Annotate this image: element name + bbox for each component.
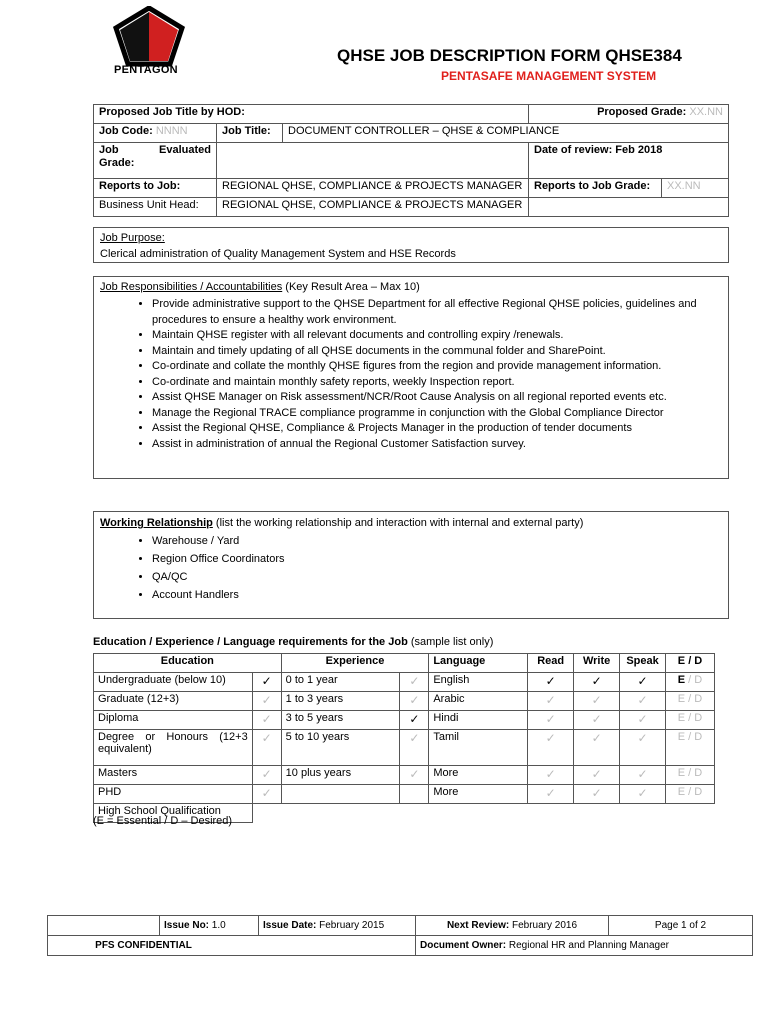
job-evaluated-label-2: Evaluated: [159, 144, 211, 156]
experience-cell: 10 plus years: [281, 766, 400, 785]
ed-cell[interactable]: [666, 730, 715, 766]
list-item: • Assist QHSE Manager on Risk assessment/NCR/Root Cause Analysis on all regional reported events etc.: [152, 390, 722, 406]
speak-checkbox[interactable]: [620, 673, 666, 692]
empty-cell: [620, 804, 666, 823]
experience-cell: 3 to 5 years: [281, 711, 400, 730]
speak-checkbox[interactable]: [620, 711, 666, 730]
issue-no-label: Issue No:: [164, 920, 210, 931]
education-checkbox[interactable]: [252, 730, 281, 766]
requirements-heading-label: Education / Experience / Language requirements for the Job: [93, 636, 408, 648]
list-item: • Warehouse / Yard: [152, 532, 722, 550]
header-write: Write: [574, 654, 620, 673]
issue-no-value: 1.0: [209, 920, 226, 931]
empty-cell: [252, 804, 281, 823]
responsibilities-note: (Key Result Area – Max 10): [282, 281, 420, 293]
ed-d: D: [694, 693, 703, 705]
empty-cell: [529, 198, 729, 217]
job-purpose-label: Job Purpose:: [100, 232, 165, 244]
language-cell: More: [429, 766, 528, 785]
check-icon: ✓: [545, 786, 556, 800]
empty-cell: [281, 804, 400, 823]
job-evaluated-value: [217, 143, 529, 179]
education-checkbox[interactable]: [252, 766, 281, 785]
check-icon: ✓: [637, 767, 648, 781]
read-checkbox[interactable]: [528, 730, 574, 766]
language-cell: English: [429, 673, 528, 692]
table-row: [94, 198, 729, 217]
pentagon-logo-icon: [112, 6, 186, 68]
proposed-grade-cell: [529, 105, 729, 124]
ed-slash: /: [685, 767, 695, 779]
job-code-value: NNNN: [155, 125, 188, 137]
experience-checkbox[interactable]: [400, 673, 429, 692]
ed-d: D: [694, 731, 703, 743]
owner-value: Regional HR and Planning Manager: [506, 940, 670, 951]
reports-grade-label: Reports to Job Grade:: [529, 179, 662, 198]
working-relationship-note: (list the working relationship and interaction with internal and external party): [212, 517, 584, 529]
list-item: • Assist in administration of annual the Regional Customer Satisfaction survey.: [152, 437, 722, 453]
list-item: • Maintain QHSE register with all relevant documents and controlling expiry /renewals.: [152, 328, 722, 344]
issue-date-label: Issue Date:: [263, 920, 317, 931]
write-checkbox[interactable]: [574, 673, 620, 692]
header-education: Education: [94, 654, 282, 673]
check-icon: ✓: [409, 712, 420, 726]
check-icon: ✓: [409, 674, 420, 688]
reports-to-label: Reports to Job:: [94, 179, 217, 198]
check-icon: ✓: [591, 786, 602, 800]
next-review-cell: [416, 916, 609, 936]
job-code-label: Job Code:: [99, 125, 153, 137]
read-checkbox[interactable]: [528, 711, 574, 730]
job-title-value: DOCUMENT CONTROLLER – QHSE & COMPLIANCE: [283, 124, 729, 143]
table-row: [94, 766, 715, 785]
education-checkbox[interactable]: [252, 785, 281, 804]
experience-cell: 0 to 1 year: [281, 673, 400, 692]
header-ed: E / D: [666, 654, 715, 673]
speak-checkbox[interactable]: [620, 785, 666, 804]
bu-head-label: Business Unit Head:: [94, 198, 217, 217]
ed-d: D: [694, 767, 703, 779]
check-icon: ✓: [637, 712, 648, 726]
table-row: [94, 711, 715, 730]
check-icon: ✓: [637, 731, 648, 745]
responsibilities-box: [93, 276, 729, 479]
check-icon: ✓: [591, 712, 602, 726]
job-evaluated-label-1: Job: [99, 144, 119, 156]
check-icon: ✓: [545, 693, 556, 707]
list-item: • Manage the Regional TRACE compliance programme in conjunction with the Global Compliance Director: [152, 406, 722, 422]
table-row: [94, 654, 715, 673]
table-row: [48, 936, 753, 956]
read-checkbox[interactable]: [528, 692, 574, 711]
working-relationship-label: Working Relationship: [100, 517, 213, 529]
list-item: • Region Office Coordinators: [152, 550, 722, 568]
speak-checkbox[interactable]: [620, 730, 666, 766]
education-cell: Masters: [94, 766, 253, 785]
check-icon: ✓: [637, 693, 648, 707]
issue-no-cell: [160, 916, 259, 936]
next-review-value: February 2016: [509, 920, 578, 931]
owner-label: Document Owner:: [420, 940, 507, 951]
ed-d: D: [694, 786, 703, 798]
ed-cell[interactable]: [666, 766, 715, 785]
check-icon: ✓: [545, 712, 556, 726]
check-icon: ✓: [409, 731, 420, 745]
ed-e: E: [677, 786, 686, 798]
header-experience: Experience: [281, 654, 429, 673]
ed-d: D: [694, 712, 703, 724]
ed-slash: /: [685, 712, 695, 724]
speak-checkbox[interactable]: [620, 692, 666, 711]
ed-e: E: [677, 674, 686, 686]
ed-slash: /: [685, 693, 695, 705]
list-item: • Co-ordinate and collate the monthly QHSE figures from the region and provide management information.: [152, 359, 722, 375]
education-cell: High School Qualification: [94, 804, 253, 823]
list-item: • Account Handlers: [152, 586, 722, 604]
table-row: [48, 916, 753, 936]
table-row: [94, 124, 729, 143]
language-cell: Hindi: [429, 711, 528, 730]
list-item: • Maintain and timely updating of all QHSE documents in the communal folder and SharePoint.: [152, 344, 722, 360]
company-logo: [112, 6, 186, 68]
check-icon: ✓: [409, 767, 420, 781]
table-row: [94, 692, 715, 711]
list-item: • QA/QC: [152, 568, 722, 586]
experience-cell: [281, 785, 400, 804]
education-cell: [94, 730, 253, 766]
check-icon: ✓: [409, 693, 420, 707]
table-row: [94, 730, 715, 766]
education-cell: Undergraduate (below 10): [94, 673, 253, 692]
bu-head-value: REGIONAL QHSE, COMPLIANCE & PROJECTS MANAGER: [217, 198, 529, 217]
check-icon: ✓: [261, 767, 272, 781]
experience-checkbox[interactable]: [400, 766, 429, 785]
experience-checkbox[interactable]: [400, 730, 429, 766]
responsibilities-label: Job Responsibilities / Accountabilities: [100, 281, 283, 293]
header-speak: Speak: [620, 654, 666, 673]
language-cell: Arabic: [429, 692, 528, 711]
reports-grade-value: XX.NN: [662, 179, 729, 198]
responsibilities-heading: [100, 279, 722, 295]
ed-slash: /: [685, 731, 695, 743]
job-code-cell: [94, 124, 217, 143]
issue-date-cell: [259, 916, 416, 936]
experience-checkbox[interactable]: [400, 785, 429, 804]
logo-name: PENTAGON: [114, 64, 178, 76]
education-checkbox[interactable]: [252, 692, 281, 711]
language-cell: More: [429, 785, 528, 804]
ed-e: E: [677, 712, 686, 724]
check-icon: ✓: [261, 731, 272, 745]
write-checkbox[interactable]: [574, 692, 620, 711]
job-title-label: Job Title:: [217, 124, 283, 143]
owner-cell: [416, 936, 753, 956]
check-icon: ✓: [261, 693, 272, 707]
check-icon: ✓: [637, 674, 648, 688]
experience-cell: 1 to 3 years: [281, 692, 400, 711]
language-cell: Tamil: [429, 730, 528, 766]
table-row: [94, 673, 715, 692]
ed-e: E: [677, 767, 686, 779]
experience-checkbox[interactable]: [400, 711, 429, 730]
empty-cell: [666, 804, 715, 823]
issue-date-value: February 2015: [316, 920, 385, 931]
table-row: [94, 179, 729, 198]
job-purpose-text: Clerical administration of Quality Management System and HSE Records: [100, 248, 456, 260]
job-evaluated-label-3: Grade:: [99, 157, 135, 169]
responsibilities-list: [100, 297, 722, 452]
ed-cell[interactable]: [666, 673, 715, 692]
job-evaluated-cell: [94, 143, 217, 179]
empty-cell: [429, 804, 528, 823]
read-checkbox[interactable]: [528, 785, 574, 804]
empty-cell: [48, 916, 160, 936]
next-review-label: Next Review:: [446, 920, 510, 931]
ed-slash: /: [685, 786, 695, 798]
education-cell: Graduate (12+3): [94, 692, 253, 711]
education-degree-text: Degree or Honours (12+3 equivalent): [98, 731, 248, 755]
working-relationship-list: [100, 532, 722, 604]
job-purpose-box: [93, 227, 729, 263]
list-item: • Assist the Regional QHSE, Compliance & Projects Manager in the production of tender documents: [152, 421, 722, 437]
experience-checkbox[interactable]: [400, 692, 429, 711]
check-icon: ✓: [591, 693, 602, 707]
confidential-label: PFS CONFIDENTIAL: [48, 936, 416, 956]
proposed-title-label: Proposed Job Title by HOD:: [94, 105, 529, 124]
experience-cell: 5 to 10 years: [281, 730, 400, 766]
check-icon: ✓: [591, 731, 602, 745]
proposed-grade-value: XX.NN: [689, 106, 723, 118]
read-checkbox[interactable]: [528, 766, 574, 785]
page-title: QHSE JOB DESCRIPTION FORM QHSE384: [337, 46, 682, 65]
ed-d: D: [694, 674, 703, 686]
check-icon: ✓: [545, 674, 556, 688]
job-details-table: [93, 104, 729, 217]
list-item: • Provide administrative support to the QHSE Department for all effective Regional QHSE policies, guidelines and procedures to ensure a healthy work environment.: [152, 297, 722, 328]
write-checkbox[interactable]: [574, 711, 620, 730]
empty-cell: [400, 804, 429, 823]
empty-cell: [528, 804, 574, 823]
header-language: Language: [429, 654, 528, 673]
education-checkbox[interactable]: [252, 673, 281, 692]
proposed-grade-label: Proposed Grade:: [597, 106, 687, 118]
write-checkbox[interactable]: [574, 785, 620, 804]
table-row: [94, 785, 715, 804]
education-checkbox[interactable]: [252, 711, 281, 730]
check-icon: ✓: [261, 786, 272, 800]
empty-cell: [574, 804, 620, 823]
requirements-heading-note: (sample list only): [407, 636, 494, 648]
working-relationship-heading: [100, 514, 722, 532]
education-cell: Diploma: [94, 711, 253, 730]
table-row: [94, 105, 729, 124]
check-icon: ✓: [591, 674, 602, 688]
speak-checkbox[interactable]: [620, 766, 666, 785]
education-cell: PHD: [94, 785, 253, 804]
check-icon: ✓: [261, 674, 272, 688]
ed-cell[interactable]: [666, 692, 715, 711]
table-row: [94, 143, 729, 179]
requirements-legend: (E = Essential / D – Desired): [93, 815, 233, 827]
write-checkbox[interactable]: [574, 730, 620, 766]
date-of-review: Date of review: Feb 2018: [529, 143, 729, 179]
write-checkbox[interactable]: [574, 766, 620, 785]
ed-cell[interactable]: [666, 785, 715, 804]
footer-table: [47, 915, 753, 956]
check-icon: ✓: [637, 786, 648, 800]
page-subtitle: PENTASAFE MANAGEMENT SYSTEM: [441, 69, 657, 83]
requirements-table: [93, 653, 715, 823]
read-checkbox[interactable]: [528, 673, 574, 692]
list-item: • Co-ordinate and maintain monthly safety reports, weekly Inspection report.: [152, 375, 722, 391]
check-icon: ✓: [545, 767, 556, 781]
page-number: Page 1 of 2: [609, 916, 753, 936]
working-relationship-box: [93, 511, 729, 619]
check-icon: ✓: [545, 731, 556, 745]
ed-e: E: [677, 693, 686, 705]
ed-e: E: [677, 731, 686, 743]
reports-to-value: REGIONAL QHSE, COMPLIANCE & PROJECTS MANAGER: [217, 179, 529, 198]
requirements-heading: [93, 636, 493, 648]
header-read: Read: [528, 654, 574, 673]
check-icon: ✓: [261, 712, 272, 726]
ed-slash: /: [685, 674, 695, 686]
check-icon: ✓: [591, 767, 602, 781]
ed-cell[interactable]: [666, 711, 715, 730]
